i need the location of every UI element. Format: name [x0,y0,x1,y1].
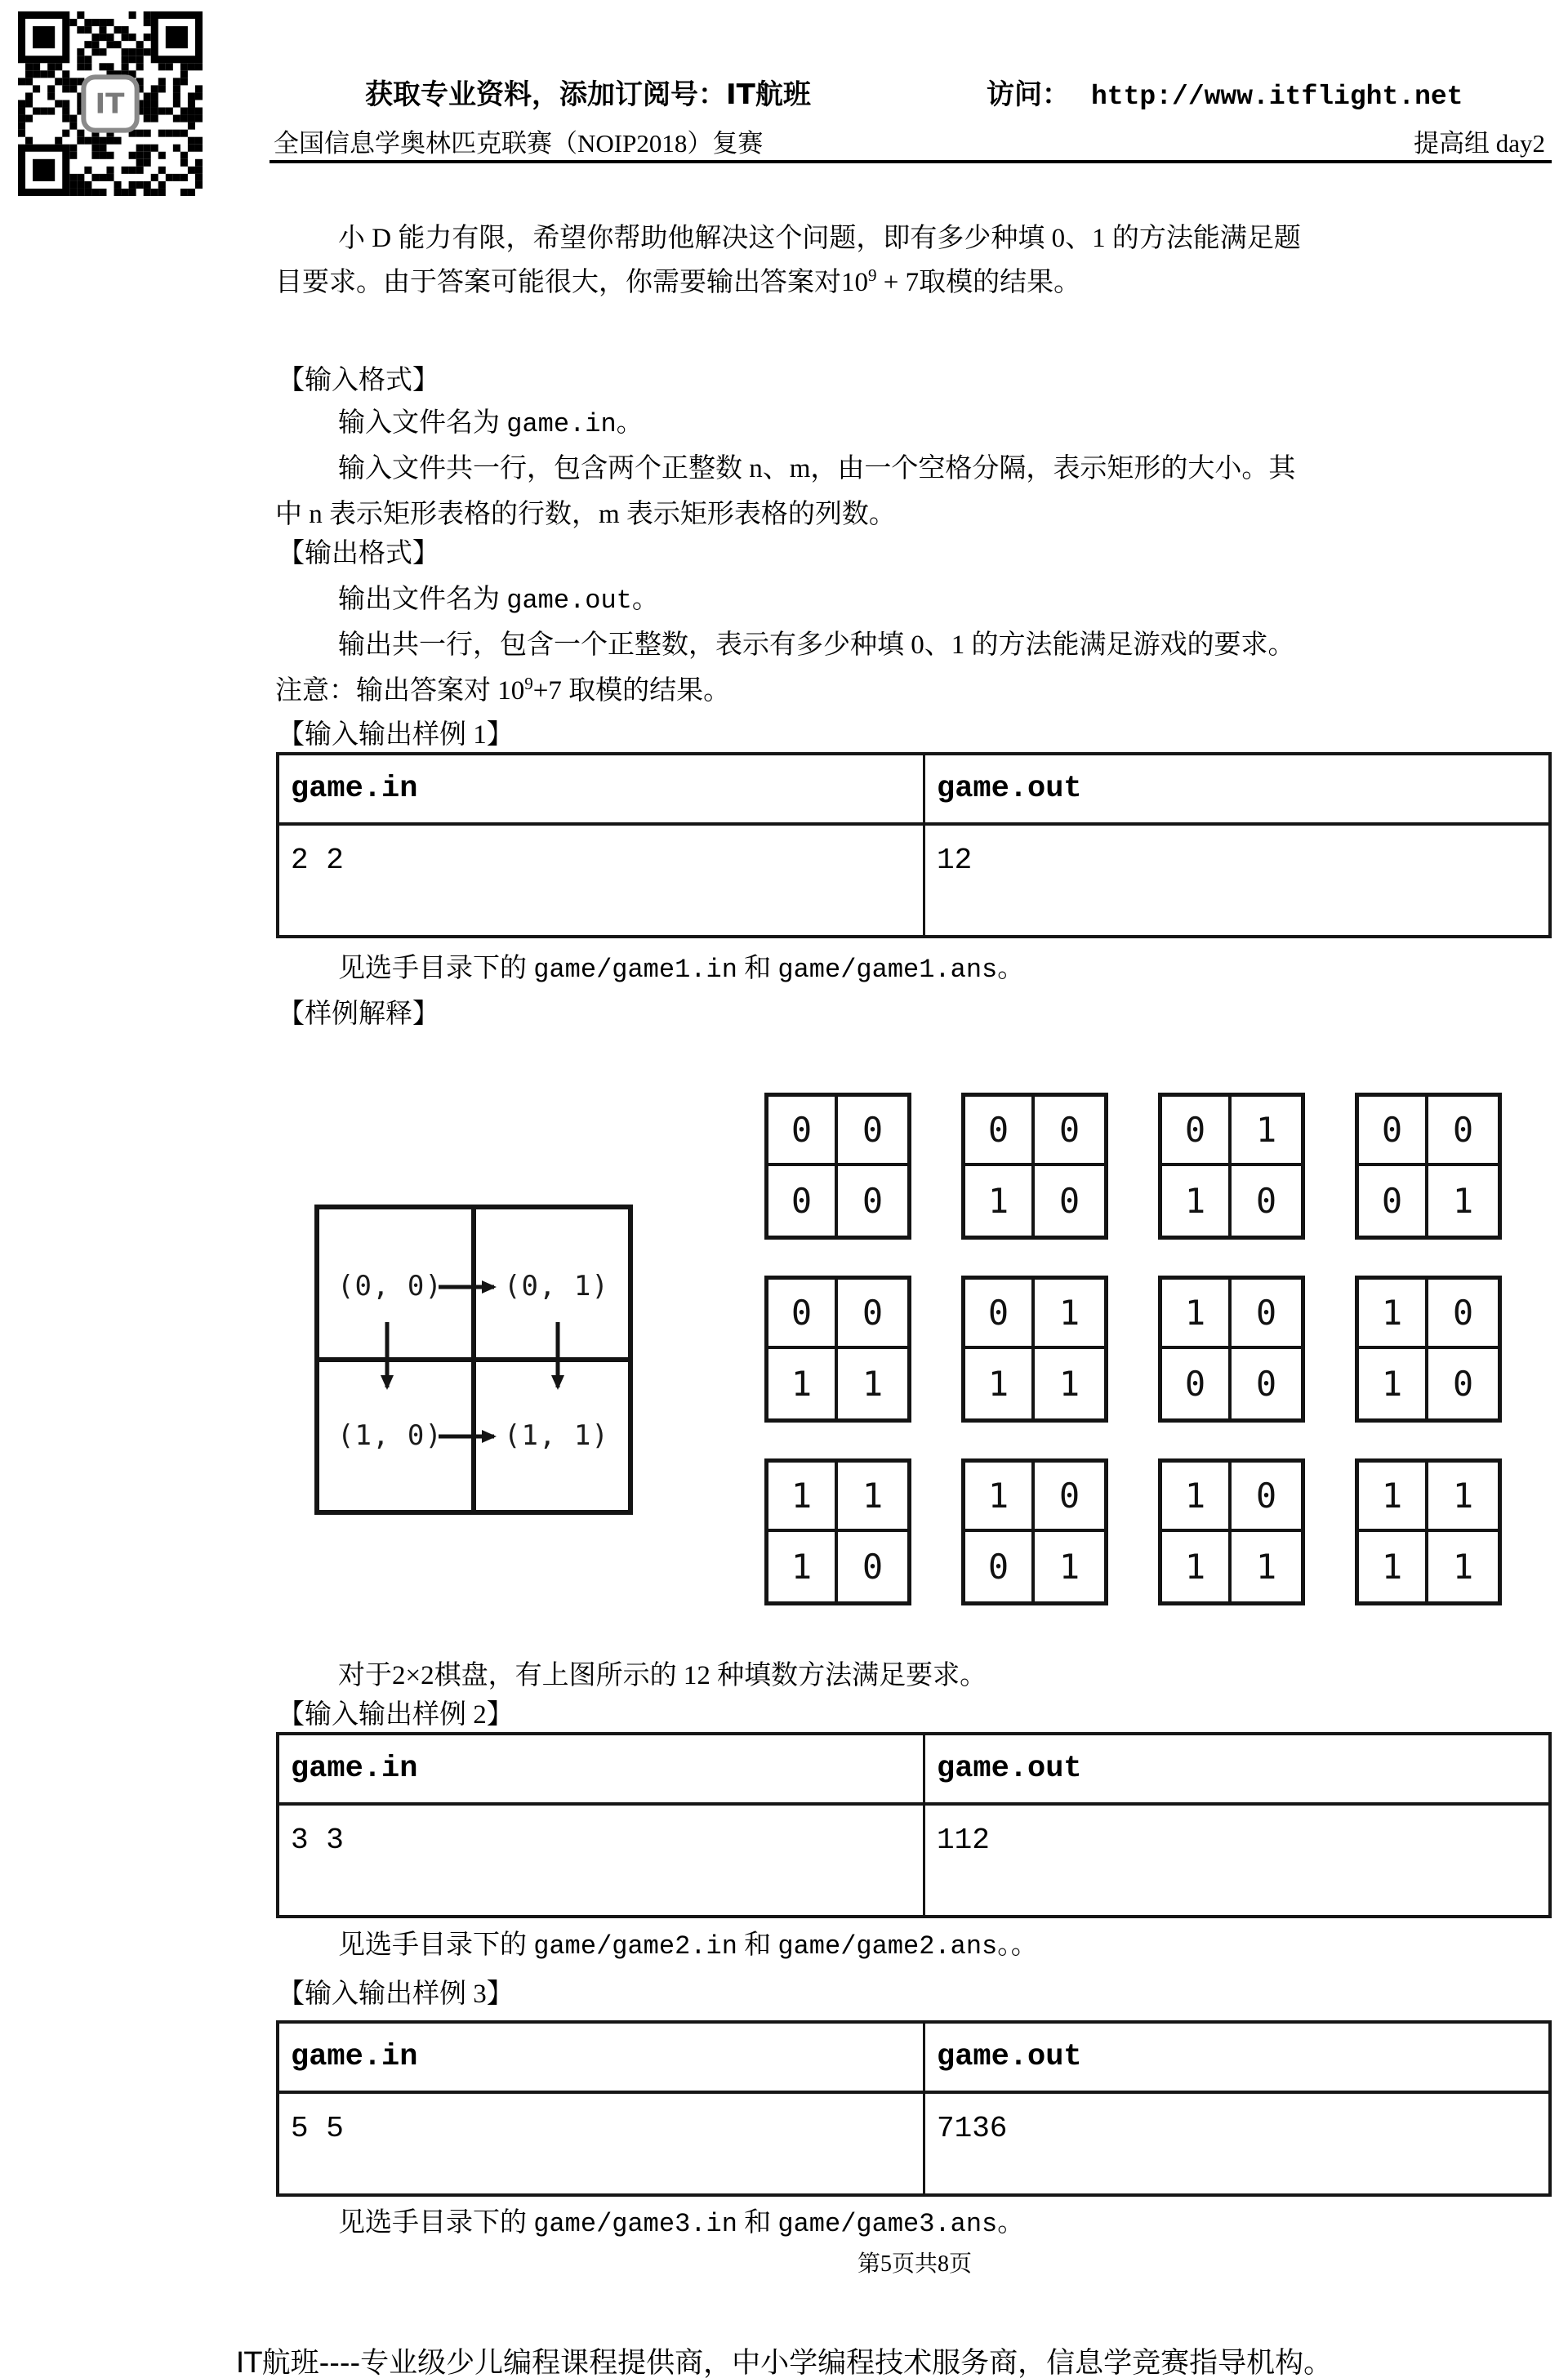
table-header-game-in: game.in [279,2024,925,2091]
text-run: 和 [737,1930,778,1960]
sample-output-value: 112 [937,1824,990,1857]
sample-output-value: 7136 [937,2112,1008,2145]
table-header-row [279,2024,1548,2094]
fill-grid-8 [1355,1276,1502,1423]
visit-label: 访问： [987,78,1070,111]
grid-cell-value: 0 [768,1097,838,1166]
grid-cell-value: 1 [1359,1280,1428,1349]
grid-cell-value: 1 [862,1364,884,1404]
text-run: 注意：输出答案对 10 [275,676,525,706]
cell-label-1-0: (1, 0) [337,1419,443,1452]
section-heading-input-format: 【输入格式】 [278,366,439,395]
file-path-code: game/game2.ans [777,1931,998,1962]
grid-cell-value: 0 [1428,1280,1498,1349]
sample-output-value: 12 [937,844,973,877]
grid-cell-value: 0 [768,1280,838,1349]
filename-code: game.in [506,409,617,439]
footer-tagline: IT航班----专业级少儿编程课程提供商，中小学编程技术服务商，信息学竞赛指导机构。 [235,2347,1333,2378]
grid-cell-value: 0 [838,1280,907,1349]
paragraph-line: 小 D 能力有限，希望你帮助他解决这个问题，即有多少种填 0、1 的方法能满足题 [338,224,1301,253]
grid-cell-value: 1 [838,1463,907,1532]
text-run: 输出文件名为 [338,585,507,614]
header-divider [270,160,1552,163]
section-heading-explanation: 【样例解释】 [278,1000,439,1029]
grid-cell-value: 0 [1035,1463,1104,1532]
fill-grid-10 [961,1458,1108,1605]
grid-cell-value: 0 [1232,1463,1301,1532]
coordinate-grid-diagram [314,1205,633,1515]
cell-label-0-0: (0, 0) [337,1270,443,1303]
grid-cell-value: 0 [862,1547,884,1587]
section-heading-sample-3: 【输入输出样例 3】 [278,1979,514,2009]
table-header-row [279,1735,1548,1806]
paragraph-line: 输出共一行，包含一个正整数，表示有多少种填 0、1 的方法能满足游戏的要求。 [338,630,1295,660]
grid-cell-value: 1 [1162,1166,1232,1236]
sample-table-1 [276,752,1552,938]
superscript-exponent: 9 [868,265,877,285]
fill-grid-2 [961,1093,1108,1240]
grid-cell-value: 1 [1452,1547,1474,1587]
fill-grid-5 [764,1276,911,1423]
text-run: 和 [737,954,778,983]
fill-grid-11 [1158,1458,1305,1605]
grid-cell-value: 1 [1058,1364,1080,1404]
text-run: +7 取模的结果。 [532,676,731,706]
grid-cell-value: 0 [838,1097,907,1166]
cell-label-0-1: (0, 1) [504,1270,609,1303]
table-value-row [279,1806,1548,1915]
fill-grid-6 [961,1276,1108,1423]
qr-code [18,11,203,196]
header-visit [987,72,1463,112]
sample-input-value: 2 2 [279,826,925,935]
grid-cell-value: 0 [1255,1181,1277,1221]
fill-grid-3 [1158,1093,1305,1240]
text-run: 见选手目录下的 [338,2208,534,2238]
grid-cell-value: 1 [1428,1463,1498,1532]
grid-cell-value: 0 [1255,1364,1277,1404]
text-run: 见选手目录下的 [338,954,534,983]
paragraph-line: 中 n 表示矩形表格的行数，m 表示矩形表格的列数。 [275,500,896,529]
page-number: 第5页共8页 [857,2251,972,2277]
file-path-code: game/game1.ans [777,955,998,985]
grid-cell-value: 0 [1162,1349,1232,1418]
table-header-game-in: game.in [279,755,925,822]
sample-note [338,2205,1024,2242]
text-run: 。。 [997,1930,1038,1960]
text-run: 和 [737,2208,778,2238]
grid-cell-value: 0 [1162,1097,1232,1166]
grid-cell-value: 0 [965,1280,1035,1349]
sample-input-value: 5 5 [279,2094,925,2193]
text-run: 。 [997,2208,1025,2238]
sample-input-value: 3 3 [279,1806,925,1915]
grid-cell-value: 0 [862,1181,884,1221]
fill-grid-1 [764,1093,911,1240]
grid-cell-value: 1 [768,1532,838,1601]
grid-cell-value: 0 [965,1532,1035,1601]
svg-text:IT: IT [95,87,125,121]
text-run: 。 [616,408,644,438]
grid-cell-value: 0 [1452,1364,1474,1404]
file-path-code: game/game1.in [533,955,737,985]
section-heading-sample-1: 【输入输出样例 1】 [278,720,514,750]
paragraph-line [338,581,659,619]
grid-cell-value: 0 [1232,1280,1301,1349]
fill-grid-4 [1355,1093,1502,1240]
grid-cell-value: 0 [1359,1166,1428,1236]
table-header-row [279,755,1548,826]
text-run: 输入文件名为 [338,408,507,438]
grid-cell-value: 1 [1035,1280,1104,1349]
grid-cell-value: 1 [1162,1532,1232,1601]
header-promo-text: 获取专业资料，添加订阅号：IT航班 [365,78,811,111]
grid-cell-value: 1 [1162,1280,1232,1349]
paragraph-line [338,405,644,443]
text-run: 目要求。由于答案可能很大，你需要输出答案对10 [275,268,868,297]
superscript-exponent: 9 [524,674,533,693]
file-path-code: game/game3.in [533,2209,737,2239]
file-path-code: game/game2.in [533,1931,737,1962]
grid-cell-value: 0 [1035,1097,1104,1166]
section-heading-output-format: 【输出格式】 [278,539,439,568]
grid-cell-value: 0 [965,1097,1035,1166]
text-run: 。 [631,585,659,614]
fill-grid-12 [1355,1458,1502,1605]
grid-cell-value: 0 [1058,1181,1080,1221]
conclusion-line: 对于2×2棋盘，有上图所示的 12 种填数方法满足要求。 [338,1661,987,1690]
document-title: 全国信息学奥林匹克联赛（NOIP2018）复赛 [274,129,764,158]
paragraph-line [275,673,730,709]
grid-cell-value: 1 [965,1166,1035,1236]
table-header-game-out: game.out [937,2040,1082,2074]
text-run: + 7取模的结果。 [876,268,1081,297]
grid-cell-value: 1 [1359,1532,1428,1601]
fill-grid-7 [1158,1276,1305,1423]
cell-label-1-1: (1, 1) [504,1419,609,1452]
grid-cell-value: 1 [1058,1547,1080,1587]
fill-grid-9 [764,1458,911,1605]
filename-code: game.out [506,586,632,616]
sample-table-2 [276,1732,1552,1918]
grid-cell-value: 0 [1428,1097,1498,1166]
grid-cell-value: 0 [768,1166,838,1236]
grid-cell-value: 1 [1162,1463,1232,1532]
grid-cell-value: 1 [1359,1463,1428,1532]
grid-cell-value: 1 [1452,1181,1474,1221]
table-value-row [279,2094,1548,2193]
grid-cell-value: 1 [768,1463,838,1532]
grid-cell-value: 1 [768,1349,838,1418]
sample-note [338,1927,1038,1965]
sample-table-3 [276,2020,1552,2197]
document-edition: 提高组 day2 [1413,129,1545,158]
website-url: http://www.itflight.net [1091,82,1463,112]
table-header-game-out: game.out [937,772,1082,806]
file-path-code: game/game3.ans [777,2209,998,2239]
grid-cell-value: 1 [965,1349,1035,1418]
grid-cell-value: 1 [1359,1349,1428,1418]
section-heading-sample-2: 【输入输出样例 2】 [278,1700,514,1730]
text-run: 。 [997,954,1025,983]
table-value-row [279,826,1548,935]
text-run: 见选手目录下的 [338,1930,534,1960]
dependency-arrows [319,1209,628,1510]
paragraph-line [275,265,1080,301]
grid-cell-value: 1 [1232,1097,1301,1166]
grid-cell-value: 1 [965,1463,1035,1532]
table-header-game-in: game.in [279,1735,925,1802]
grid-cell-value: 1 [1255,1547,1277,1587]
table-header-game-out: game.out [937,1752,1082,1786]
grid-cell-value: 0 [1359,1097,1428,1166]
paragraph-line: 输入文件共一行，包含两个正整数 n、m，由一个空格分隔，表示矩形的大小。其 [338,454,1296,483]
sample-note [338,951,1024,988]
